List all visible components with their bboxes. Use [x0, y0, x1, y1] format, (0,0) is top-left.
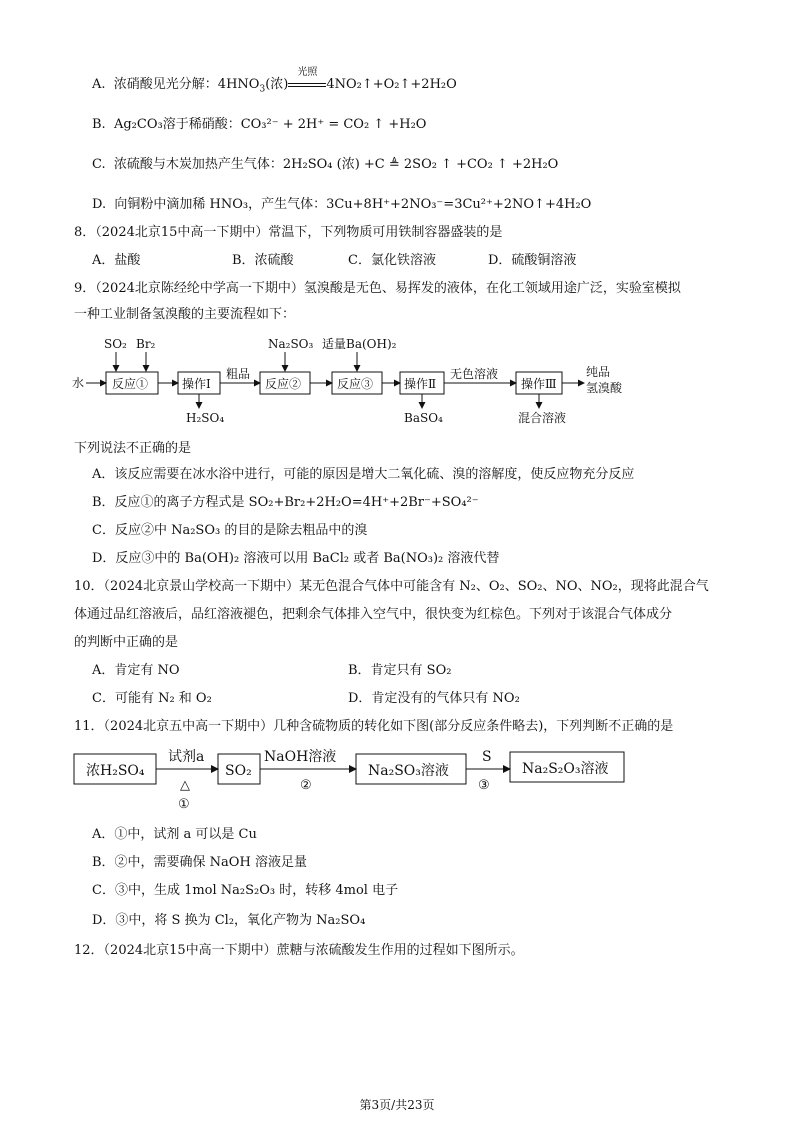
- flow-step1: ①: [178, 797, 190, 812]
- q9-lead: 下列说法不正确的是: [74, 441, 192, 456]
- option-7b: B. Ag₂CO₃溶于稀硝酸：CO₃²⁻ + 2H⁺ = CO₂ ↑ +H₂O: [92, 117, 427, 132]
- flow-step2: ②: [300, 778, 312, 793]
- q9-option-d: D．反应③中的 Ba(OH)₂ 溶液可以用 BaCl₂ 或者 Ba(NO₃)₂ 溶液代替: [92, 551, 500, 566]
- q8-option-d: D．硫酸铜溶液: [488, 253, 577, 268]
- option-7d: D. 向铜粉中滴加稀 HNO₃，产生气体：3Cu+8H⁺+2NO₃⁻=3Cu²⁺+2NO↑+4H₂O: [92, 197, 592, 212]
- reaction-condition: 光照: [288, 76, 326, 94]
- q8-option-c: C．氯化铁溶液: [348, 253, 436, 268]
- flow-crude: 粗品: [226, 367, 251, 381]
- option-7c: C. 浓硫酸与木炭加热产生气体：2H₂SO₄ (浓) +C ≜ 2SO₂ ↑ +CO₂ ↑ +2H₂O: [92, 157, 559, 172]
- svg-text:操作Ⅲ: 操作Ⅲ: [521, 377, 557, 391]
- flow-hydrobromic-acid: 氢溴酸: [586, 381, 623, 395]
- svg-text:Na₂SO₃溶液: Na₂SO₃溶液: [368, 763, 449, 779]
- svg-text:浓H₂SO₄: 浓H₂SO₄: [86, 763, 145, 779]
- svg-text:反应①: 反应①: [112, 377, 149, 391]
- q11-option-b: B．②中，需要确保 NaOH 溶液足量: [92, 855, 307, 870]
- flow-so2: SO₂: [104, 337, 127, 351]
- flow-mixed-solution: 混合溶液: [518, 411, 567, 425]
- q11-option-a: A．①中，试剂 a 可以是 Cu: [92, 827, 257, 842]
- q11-option-c: C．③中，生成 1mol Na₂S₂O₃ 时，转移 4mol 电子: [92, 883, 399, 898]
- page-footer: 第3页/共23页: [359, 1098, 435, 1112]
- flow-pure-product: 纯品: [586, 365, 611, 379]
- q10-stem-line2: 体通过品红溶液后，品红溶液褪色，把剩余气体排入空气中，很快变为红棕色。下列对于该混合气体成分: [74, 607, 673, 622]
- q9-option-a: A．该反应需要在冰水浴中进行，可能的原因是增大二氧化硫、溴的溶解度，使反应物充分反应: [92, 467, 635, 482]
- svg-text:操作Ⅰ: 操作Ⅰ: [182, 377, 211, 391]
- q9-option-b: B．反应①的离子方程式是 SO₂+Br₂+2H₂O=4H⁺+2Br⁻+SO₄²⁻: [92, 495, 479, 510]
- q10-option-b: B．肯定只有 SO₂: [348, 663, 452, 678]
- svg-text:操作Ⅱ: 操作Ⅱ: [404, 377, 437, 391]
- flow-colorless-solution: 无色溶液: [450, 367, 499, 381]
- flow-step3: ③: [478, 778, 490, 793]
- q9-stem-line2: 一种工业制备氢溴酸的主要流程如下：: [74, 307, 296, 322]
- q10-stem-line3: 的判断中正确的是: [74, 635, 179, 650]
- q9-stem-line1: 9．（2024北京陈经纶中学高一下期中）氢溴酸是无色、易挥发的液体，在化工领域用途广泛，实验室模拟: [74, 281, 681, 296]
- flow-reagent-a: 试剂a: [168, 749, 205, 765]
- q10-option-c: C．可能有 N₂ 和 O₂: [92, 691, 212, 706]
- q10-option-d: D．肯定没有的气体只有 NO₂: [348, 691, 520, 706]
- q11-flowchart: [72, 742, 672, 814]
- q10-option-a: A．肯定有 NO: [92, 663, 180, 678]
- q8-stem: 8．（2024北京15中高一下期中）常温下，下列物质可用铁制容器盛装的是: [74, 225, 503, 240]
- flow-sulfur: S: [482, 749, 492, 765]
- flow-baso4: BaSO₄: [404, 411, 443, 425]
- q9-option-c: C．反应②中 Na₂SO₃ 的目的是除去粗品中的溴: [92, 523, 368, 538]
- q9-flowchart: [70, 332, 670, 430]
- option-7a: A. 浓硝酸见光分解：$4HNO_3$(浓) 光照 4NO₂↑+O₂↑+2H₂O: [92, 67, 457, 95]
- flow-heat: △: [180, 778, 190, 793]
- flow-naoh: NaOH溶液: [264, 749, 337, 765]
- q10-stem-line1: 10．（2024北京景山学校高一下期中）某无色混合气体中可能含有 N₂、O₂、SO₂、NO、NO₂，现将此混合气: [74, 579, 709, 594]
- q8-option-b: B．浓硫酸: [232, 253, 294, 268]
- q11-stem: 11．（2024北京五中高一下期中）几种含硫物质的转化如下图(部分反应条件略去)，下列判断不正确的是: [74, 719, 674, 734]
- svg-text:Na₂S₂O₃溶液: Na₂S₂O₃溶液: [522, 761, 609, 777]
- q8-option-a: A．盐酸: [92, 253, 141, 268]
- q12-stem: 12．（2024北京15中高一下期中）蔗糖与浓硫酸发生作用的过程如下图所示。: [74, 943, 524, 958]
- flow-h2so4: H₂SO₄: [186, 411, 225, 425]
- flow-na2so3: Na₂SO₃: [268, 337, 314, 351]
- q11-option-d: D．③中，将 S 换为 Cl₂，氧化产物为 Na₂SO₄: [92, 913, 366, 928]
- flow-baoh2: 适量Ba(OH)₂: [322, 337, 397, 351]
- svg-text:反应②: 反应②: [265, 377, 302, 391]
- svg-text:反应③: 反应③: [337, 377, 374, 391]
- svg-text:SO₂: SO₂: [225, 763, 252, 779]
- flow-br2: Br₂: [136, 337, 156, 351]
- flow-water: 水: [72, 376, 85, 390]
